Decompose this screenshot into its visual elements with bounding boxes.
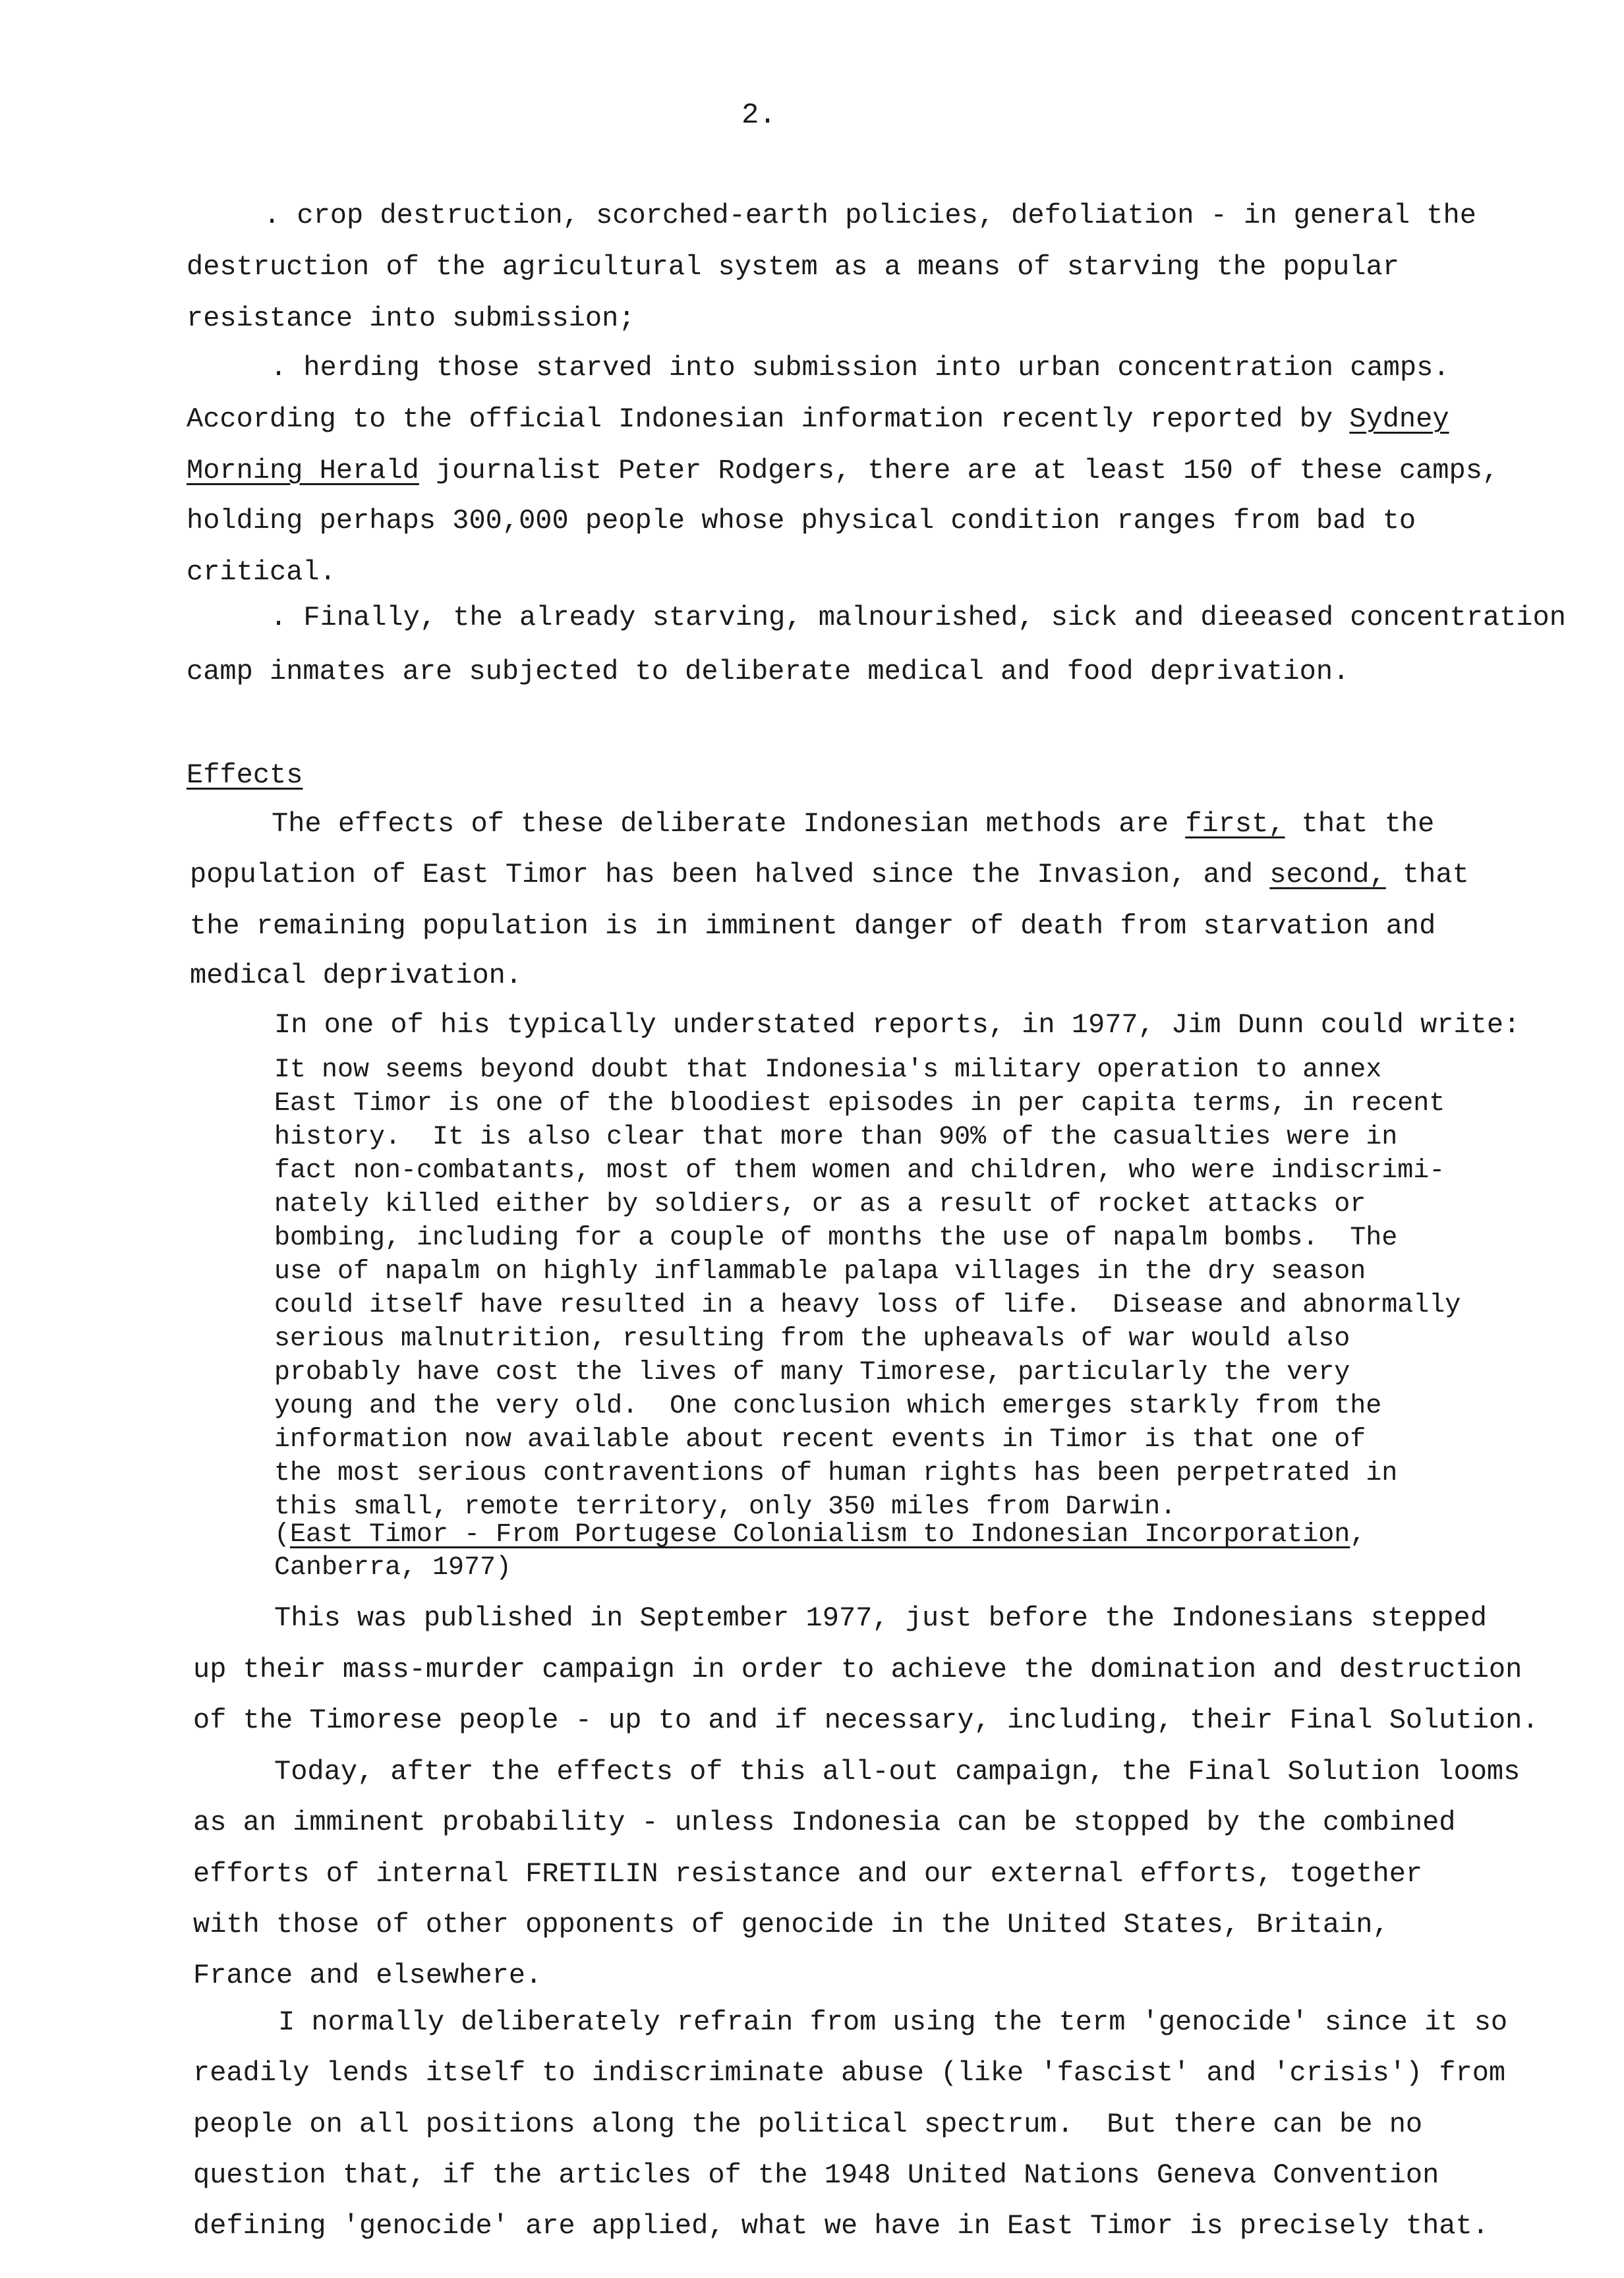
text-line: holding perhaps 300,000 people whose physical condition ranges from bad to: [187, 505, 1416, 537]
newspaper-title: Morning Herald: [187, 455, 419, 486]
paragraph-line: population of East Timor has been halved since the Invasion, and second, that: [190, 859, 1469, 891]
quote-citation: Canberra, 1977): [274, 1553, 512, 1583]
paragraph-line: The effects of these deliberate Indonesian methods are first, that the: [272, 808, 1435, 840]
text-line: According to the official Indonesian information recently reported by Sydney: [187, 403, 1449, 435]
paragraph-line: medical deprivation.: [190, 960, 523, 991]
quote-line: could itself have resulted in a heavy loss of life. Disease and abnormally: [274, 1291, 1461, 1320]
paragraph-line: France and elsewhere.: [193, 1960, 542, 1991]
paragraph-line: efforts of internal FRETILIN resistance and our external efforts, together: [193, 1858, 1423, 1890]
quote-line: history. It is also clear that more than 90% of the casualties were in: [274, 1123, 1398, 1152]
paragraph-line: people on all positions along the political spectrum. But there can be no: [193, 2109, 1423, 2140]
quote-line: nately killed either by soldiers, or as a result of rocket attacks or: [274, 1190, 1366, 1219]
paragraph-line: I normally deliberately refrain from using the term 'genocide' since it so: [278, 2006, 1508, 2038]
page-number: 2.: [741, 99, 776, 132]
newspaper-title: Sydney: [1349, 403, 1449, 435]
paragraph-line: readily lends itself to indiscriminate abuse (like 'fascist' and 'crisis') from: [193, 2057, 1506, 2089]
paragraph-line: of the Timorese people - up to and if necessary, including, their Final Solution.: [193, 1705, 1539, 1736]
text-line: critical.: [187, 556, 336, 588]
paragraph-line: This was published in September 1977, just before the Indonesians stepped: [274, 1602, 1487, 1634]
paragraph-line: with those of other opponents of genocide in the United States, Britain,: [193, 1909, 1389, 1941]
quote-citation: (East Timor - From Portugese Colonialism to Indonesian Incorporation,: [274, 1520, 1366, 1550]
paragraph-line: Today, after the effects of this all-out campaign, the Final Solution looms: [274, 1756, 1521, 1788]
bullet-final: . Finally, the already starving, malnourished, sick and dieeased concentration: [270, 602, 1566, 633]
text-line: camp inmates are subjected to deliberate medical and food deprivation.: [187, 656, 1350, 687]
section-heading: Effects: [187, 759, 303, 791]
quote-line: It now seems beyond doubt that Indonesia's military operation to annex: [274, 1055, 1382, 1085]
quote-line: the most serious contraventions of human rights has been perpetrated in: [274, 1459, 1398, 1488]
quote-line: young and the very old. One conclusion which emerges starkly from the: [274, 1391, 1382, 1421]
quote-line: bombing, including for a couple of months the use of napalm bombs. The: [274, 1223, 1398, 1253]
quote-line: this small, remote territory, only 350 miles from Darwin.: [274, 1492, 1176, 1522]
paragraph-line: question that, if the articles of the 1948 United Nations Geneva Convention: [193, 2159, 1439, 2191]
quote-line: fact non-combatants, most of them women and children, who were indiscrimi-: [274, 1156, 1445, 1186]
quote-line: use of napalm on highly inflammable palapa villages in the dry season: [274, 1257, 1366, 1287]
quote-line: serious malnutrition, resulting from the upheavals of war would also: [274, 1324, 1350, 1354]
bullet-crop-destruction: . crop destruction, scorched-earth policies, defoliation - in general the: [264, 200, 1476, 231]
paragraph-line: defining 'genocide' are applied, what we have in East Timor is precisely that.: [193, 2210, 1489, 2242]
text-line: Morning Herald journalist Peter Rodgers, there are at least 150 of these camps,: [187, 455, 1499, 486]
quote-line: information now available about recent events in Timor is that one of: [274, 1425, 1366, 1455]
quote-line: East Timor is one of the bloodiest episodes in per capita terms, in recent: [274, 1089, 1445, 1119]
paragraph-line: In one of his typically understated reports, in 1977, Jim Dunn could write:: [274, 1009, 1521, 1041]
paragraph-line: the remaining population is in imminent danger of death from starvation and: [190, 910, 1436, 942]
paragraph-line: up their mass-murder campaign in order to achieve the domination and destruction: [193, 1654, 1522, 1685]
paragraph-line: as an imminent probability - unless Indonesia can be stopped by the combined: [193, 1807, 1456, 1838]
text-line: destruction of the agricultural system as a means of starving the popular: [187, 251, 1399, 283]
quote-line: probably have cost the lives of many Timorese, particularly the very: [274, 1358, 1350, 1387]
bullet-herding: . herding those starved into submission into urban concentration camps.: [270, 352, 1450, 384]
text-line: resistance into submission;: [187, 303, 635, 334]
